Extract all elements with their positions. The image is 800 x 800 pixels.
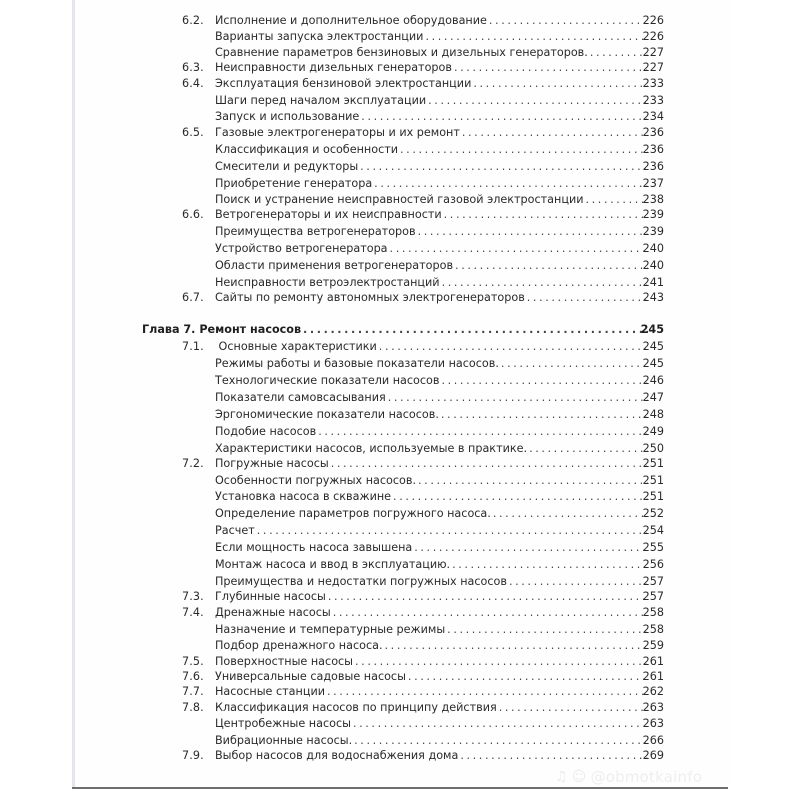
toc-title: Неисправности ветроэлектростанций <box>215 276 440 289</box>
toc-title: Монтаж насоса и ввод в эксплуатацию. <box>215 558 451 571</box>
toc-title: Ветрогенераторы и их неисправности <box>215 208 442 221</box>
toc-entry <box>0 506 800 522</box>
toc-page-number: 256 <box>642 558 664 571</box>
toc-title: Универсальные садовые насосы <box>215 670 406 683</box>
toc-entry <box>0 622 800 638</box>
toc-title: Запуск и использование <box>215 110 360 123</box>
toc-title: Сайты по ремонту автономных электрогенераторов <box>215 291 525 304</box>
toc-entry <box>0 125 800 141</box>
toc-title: Особенности погружных насосов. <box>215 474 417 487</box>
toc-entry <box>0 654 800 670</box>
toc-entry <box>0 489 800 505</box>
dot-leader <box>327 684 648 700</box>
dot-leader <box>489 13 648 29</box>
dot-leader <box>462 125 648 141</box>
toc-title: Поверхностные насосы <box>215 655 354 668</box>
toc-page-number: 251 <box>642 490 664 503</box>
toc-title-with-leader <box>215 489 648 505</box>
toc-title-with-leader <box>215 258 648 274</box>
toc-title: Подобие насосов <box>215 425 317 438</box>
toc-page-number: 240 <box>642 259 664 272</box>
dot-leader <box>400 142 648 158</box>
toc-section-number: 7.6. <box>182 670 204 683</box>
toc-page-number: 237 <box>642 177 664 190</box>
toc-page-number: 263 <box>642 717 664 730</box>
toc-title-with-leader <box>215 716 648 732</box>
dot-leader <box>331 456 648 472</box>
watermark-text: @obmotkainfo <box>590 768 703 786</box>
toc-page-number: 250 <box>642 442 664 455</box>
toc-title-with-leader <box>215 684 648 700</box>
toc-title-with-leader <box>215 733 648 749</box>
toc-page-number: 249 <box>642 425 664 438</box>
dot-leader <box>388 390 648 406</box>
toc-entry <box>0 716 800 732</box>
toc-title-with-leader <box>215 159 648 175</box>
toc-page-number: 251 <box>642 457 664 470</box>
toc-entry <box>0 159 800 175</box>
toc-entry <box>0 638 800 654</box>
toc-page-number: 257 <box>642 590 664 603</box>
dot-leader <box>442 275 648 291</box>
toc-page-number: 254 <box>642 524 664 537</box>
toc-title: Шаги перед началом эксплуатации <box>215 94 427 107</box>
toc-entry <box>0 574 800 590</box>
toc-page-number: 233 <box>642 94 664 107</box>
dot-leader <box>328 589 648 605</box>
dot-leader <box>414 540 648 556</box>
toc-page-number: 239 <box>642 208 664 221</box>
toc-section-number: 6.4. <box>182 77 204 90</box>
chapter-title: Глава 7. Ремонт насосов <box>142 323 302 336</box>
toc-title-with-leader <box>215 339 648 355</box>
toc-title-with-leader <box>215 76 648 92</box>
toc-entry <box>0 76 800 92</box>
toc-page-number: 226 <box>642 30 664 43</box>
toc-title: Основные характеристики <box>215 340 377 353</box>
toc-page-number: 240 <box>642 242 664 255</box>
toc-title-with-leader <box>215 669 648 685</box>
toc-title-with-leader <box>215 622 648 638</box>
toc-entry <box>0 589 800 605</box>
toc-entry <box>0 60 800 76</box>
toc-page-number: 245 <box>640 323 664 336</box>
toc-title: Выбор насосов для водоснабжения дома <box>215 749 459 762</box>
toc-entry <box>0 13 800 29</box>
toc-page-number: 239 <box>642 225 664 238</box>
toc-section-number: 7.7. <box>182 685 204 698</box>
toc-page-number: 262 <box>642 685 664 698</box>
toc-title-with-leader <box>215 441 648 457</box>
toc-page-number: 259 <box>642 639 664 652</box>
toc-title-with-leader <box>215 290 648 306</box>
toc-title: Технологические показатели насосов <box>215 374 440 387</box>
toc-entry <box>0 29 800 45</box>
toc-title-with-leader <box>215 700 648 716</box>
toc-section-number: 6.5. <box>182 126 204 139</box>
toc-title-with-leader <box>215 373 648 389</box>
toc-entry <box>0 700 800 716</box>
toc-entry <box>0 424 800 440</box>
toc-entry <box>0 176 800 192</box>
toc-title: Преимущества и недостатки погружных насосов <box>215 575 507 588</box>
toc-title-with-leader <box>215 109 648 125</box>
toc-entry <box>0 224 800 240</box>
dot-leader <box>303 322 648 338</box>
toc-page-number: 246 <box>642 374 664 387</box>
toc-title: Насосные станции <box>215 685 325 698</box>
toc-entry <box>0 290 800 306</box>
toc-page-number: 266 <box>642 734 664 747</box>
toc-title-with-leader <box>215 654 648 670</box>
toc-title-with-leader <box>215 29 648 45</box>
toc-title: Назначение и температурные режимы <box>215 623 446 636</box>
toc-page-number: 241 <box>642 276 664 289</box>
toc-title: Исполнение и дополнительное оборудование <box>215 14 487 27</box>
toc-title-with-leader <box>215 60 648 76</box>
toc-entry <box>0 373 800 389</box>
toc-title-with-leader <box>215 638 648 654</box>
toc-page-number: 233 <box>642 77 664 90</box>
toc-page-number: 255 <box>642 541 664 554</box>
toc-title-with-leader <box>215 407 648 423</box>
toc-entry <box>0 557 800 573</box>
toc-entry <box>0 356 800 372</box>
toc-title: Центробежные насосы <box>215 717 351 730</box>
toc-title-with-leader <box>215 473 648 489</box>
toc-title-with-leader <box>215 574 648 590</box>
toc-title: Неисправности дизельных генераторов <box>215 61 452 74</box>
dot-leader <box>586 192 649 208</box>
dot-leader <box>257 523 648 539</box>
toc-title: Газовые электрогенераторы и их ремонт <box>215 126 460 139</box>
toc-entry <box>0 523 800 539</box>
toc-section-number: 6.6. <box>182 208 204 221</box>
toc-entry <box>0 456 800 472</box>
toc-entry <box>0 109 800 125</box>
dot-leader <box>454 60 648 76</box>
dot-leader <box>452 557 648 573</box>
toc-section-number: 7.8. <box>182 701 204 714</box>
toc-entry <box>0 339 800 355</box>
toc-title: Подбор дренажного насоса. <box>215 639 383 652</box>
toc-page-number: 261 <box>642 670 664 683</box>
dot-leader <box>428 93 648 109</box>
toc-title: Приобретение генератора <box>215 177 373 190</box>
toc-title: Области применения ветрогенераторов <box>215 259 454 272</box>
toc-title-with-leader <box>215 176 648 192</box>
dot-leader <box>501 356 648 372</box>
toc-title-with-leader <box>215 45 648 61</box>
tiktok-icon: ♫ <box>555 769 568 785</box>
toc-title: Показатели самовсасывания <box>215 391 386 404</box>
toc-title-with-leader <box>215 540 648 556</box>
toc-title-with-leader <box>215 748 648 764</box>
toc-title-with-leader <box>215 142 648 158</box>
toc-entry <box>0 192 800 208</box>
dot-leader <box>333 605 648 621</box>
dot-leader <box>447 622 648 638</box>
toc-title-with-leader <box>215 93 648 109</box>
dot-leader <box>379 339 648 355</box>
dot-leader <box>385 638 648 654</box>
watermark <box>555 768 702 786</box>
toc-entry <box>0 93 800 109</box>
toc-title-with-leader <box>215 275 648 291</box>
toc-section-number: 6.2. <box>182 14 204 27</box>
toc-title: Расчет <box>215 524 255 537</box>
toc-page-number: 236 <box>642 143 664 156</box>
toc-title-with-leader <box>215 605 648 621</box>
toc-page-number: 238 <box>642 193 664 206</box>
toc-section-number: 6.3. <box>182 61 204 74</box>
dot-leader <box>418 224 648 240</box>
toc-page-number: 227 <box>642 61 664 74</box>
toc-title-with-leader <box>215 390 648 406</box>
toc-page-number: 269 <box>642 749 664 762</box>
dot-leader <box>509 574 648 590</box>
toc-title-with-leader <box>215 207 648 223</box>
toc-title: Эргономические показатели насосов. <box>215 408 439 421</box>
toc-page-number: 236 <box>642 160 664 173</box>
toc-entry <box>0 45 800 61</box>
toc-page-number: 258 <box>642 623 664 636</box>
toc-entry <box>0 207 800 223</box>
toc-entry <box>0 605 800 621</box>
toc-title-with-leader <box>215 224 648 240</box>
toc-page-number: 257 <box>642 575 664 588</box>
toc-title: Сравнение параметров бензиновых и дизельных генераторов. <box>215 46 588 59</box>
toc-section-number: 7.1. <box>182 340 204 353</box>
toc-title: Поиск и устранение неисправностей газовой электростанции <box>215 193 584 206</box>
toc-section-number: 7.3. <box>182 590 204 603</box>
toc-title-with-leader <box>215 506 648 522</box>
toc-title: Определение параметров погружного насоса. <box>215 507 491 520</box>
dot-leader <box>529 441 648 457</box>
toc-entry <box>0 540 800 556</box>
dot-leader <box>460 748 648 764</box>
toc-section-number: 7.5. <box>182 655 204 668</box>
toc-entry <box>0 473 800 489</box>
toc-entry <box>0 142 800 158</box>
dot-leader <box>408 669 648 685</box>
toc-title: Устройство ветрогенератора <box>215 242 388 255</box>
toc-title-with-leader <box>215 557 648 573</box>
toc-title: Глубинные насосы <box>215 590 326 603</box>
toc-page-number: 236 <box>642 126 664 139</box>
toc-section-number: 7.2. <box>182 457 204 470</box>
toc-entry <box>0 241 800 257</box>
dot-leader <box>393 489 648 505</box>
toc-title: Смесители и редукторы <box>215 160 359 173</box>
toc-title: Классификация насосов по принципу действия <box>215 701 497 714</box>
dot-leader <box>390 241 648 257</box>
toc-title: Дренажные насосы <box>215 606 331 619</box>
toc-entry <box>0 748 800 764</box>
toc-page-number: 226 <box>642 14 664 27</box>
dot-leader <box>499 700 648 716</box>
toc-page-number: 252 <box>642 507 664 520</box>
toc-title: Если мощность насоса завышена <box>215 541 413 554</box>
toc-page-number: 258 <box>642 606 664 619</box>
toc-title: Установка насоса в скважине <box>215 490 392 503</box>
dot-leader <box>527 290 648 306</box>
dot-leader <box>355 654 648 670</box>
toc-title-with-leader <box>142 322 648 338</box>
toc-entry <box>0 441 800 457</box>
dot-leader <box>455 258 648 274</box>
toc-page-number: 245 <box>642 340 664 353</box>
toc-title-with-leader <box>215 456 648 472</box>
toc-entry <box>0 407 800 423</box>
toc-page-number: 261 <box>642 655 664 668</box>
dot-leader <box>425 29 648 45</box>
toc-page-number: 251 <box>642 474 664 487</box>
toc-title: Классификация и особенности <box>215 143 399 156</box>
user-icon: ☺ <box>571 769 587 785</box>
dot-leader <box>473 76 648 92</box>
toc-title: Погружные насосы <box>215 457 329 470</box>
dot-leader <box>441 407 648 423</box>
dot-leader <box>374 176 648 192</box>
dot-leader <box>418 473 648 489</box>
toc-title-with-leader <box>215 424 648 440</box>
dot-leader <box>353 716 648 732</box>
dot-leader <box>354 733 648 749</box>
dot-leader <box>444 207 648 223</box>
dot-leader <box>493 506 648 522</box>
toc-title: Преимущества ветрогенераторов <box>215 225 416 238</box>
toc-title: Режимы работы и базовые показатели насосов. <box>215 357 499 370</box>
toc-chapter-heading <box>0 322 800 338</box>
toc-entry <box>0 684 800 700</box>
toc-page-number: 263 <box>642 701 664 714</box>
toc-title: Варианты запуска электростанции <box>215 30 424 43</box>
toc-title: Характеристики насосов, используемые в практике. <box>215 442 528 455</box>
toc-title: Эксплуатация бензиновой электростанции <box>215 77 472 90</box>
toc-section-number: 6.7. <box>182 291 204 304</box>
toc-title-with-leader <box>215 523 648 539</box>
toc-entry <box>0 390 800 406</box>
toc-title-with-leader <box>215 241 648 257</box>
toc-entry <box>0 275 800 291</box>
toc-page-number: 234 <box>642 110 664 123</box>
toc-section-number: 7.9. <box>182 749 204 762</box>
toc-title-with-leader <box>215 13 648 29</box>
toc-title-with-leader <box>215 356 648 372</box>
toc-page-number: 245 <box>642 357 664 370</box>
toc-title: Вибрационные насосы. <box>215 734 353 747</box>
toc-page-number: 227 <box>642 46 664 59</box>
toc-section-number: 7.4. <box>182 606 204 619</box>
toc-page-number: 243 <box>642 291 664 304</box>
toc-title-with-leader <box>215 125 648 141</box>
dot-leader <box>360 159 648 175</box>
toc-entry <box>0 733 800 749</box>
toc-page-number: 247 <box>642 391 664 404</box>
toc-title-with-leader <box>215 192 648 208</box>
toc-title-with-leader <box>215 589 648 605</box>
toc-entry <box>0 258 800 274</box>
dot-leader <box>361 109 648 125</box>
dot-leader <box>441 373 648 389</box>
toc-entry <box>0 669 800 685</box>
dot-leader <box>318 424 648 440</box>
toc-page-number: 248 <box>642 408 664 421</box>
